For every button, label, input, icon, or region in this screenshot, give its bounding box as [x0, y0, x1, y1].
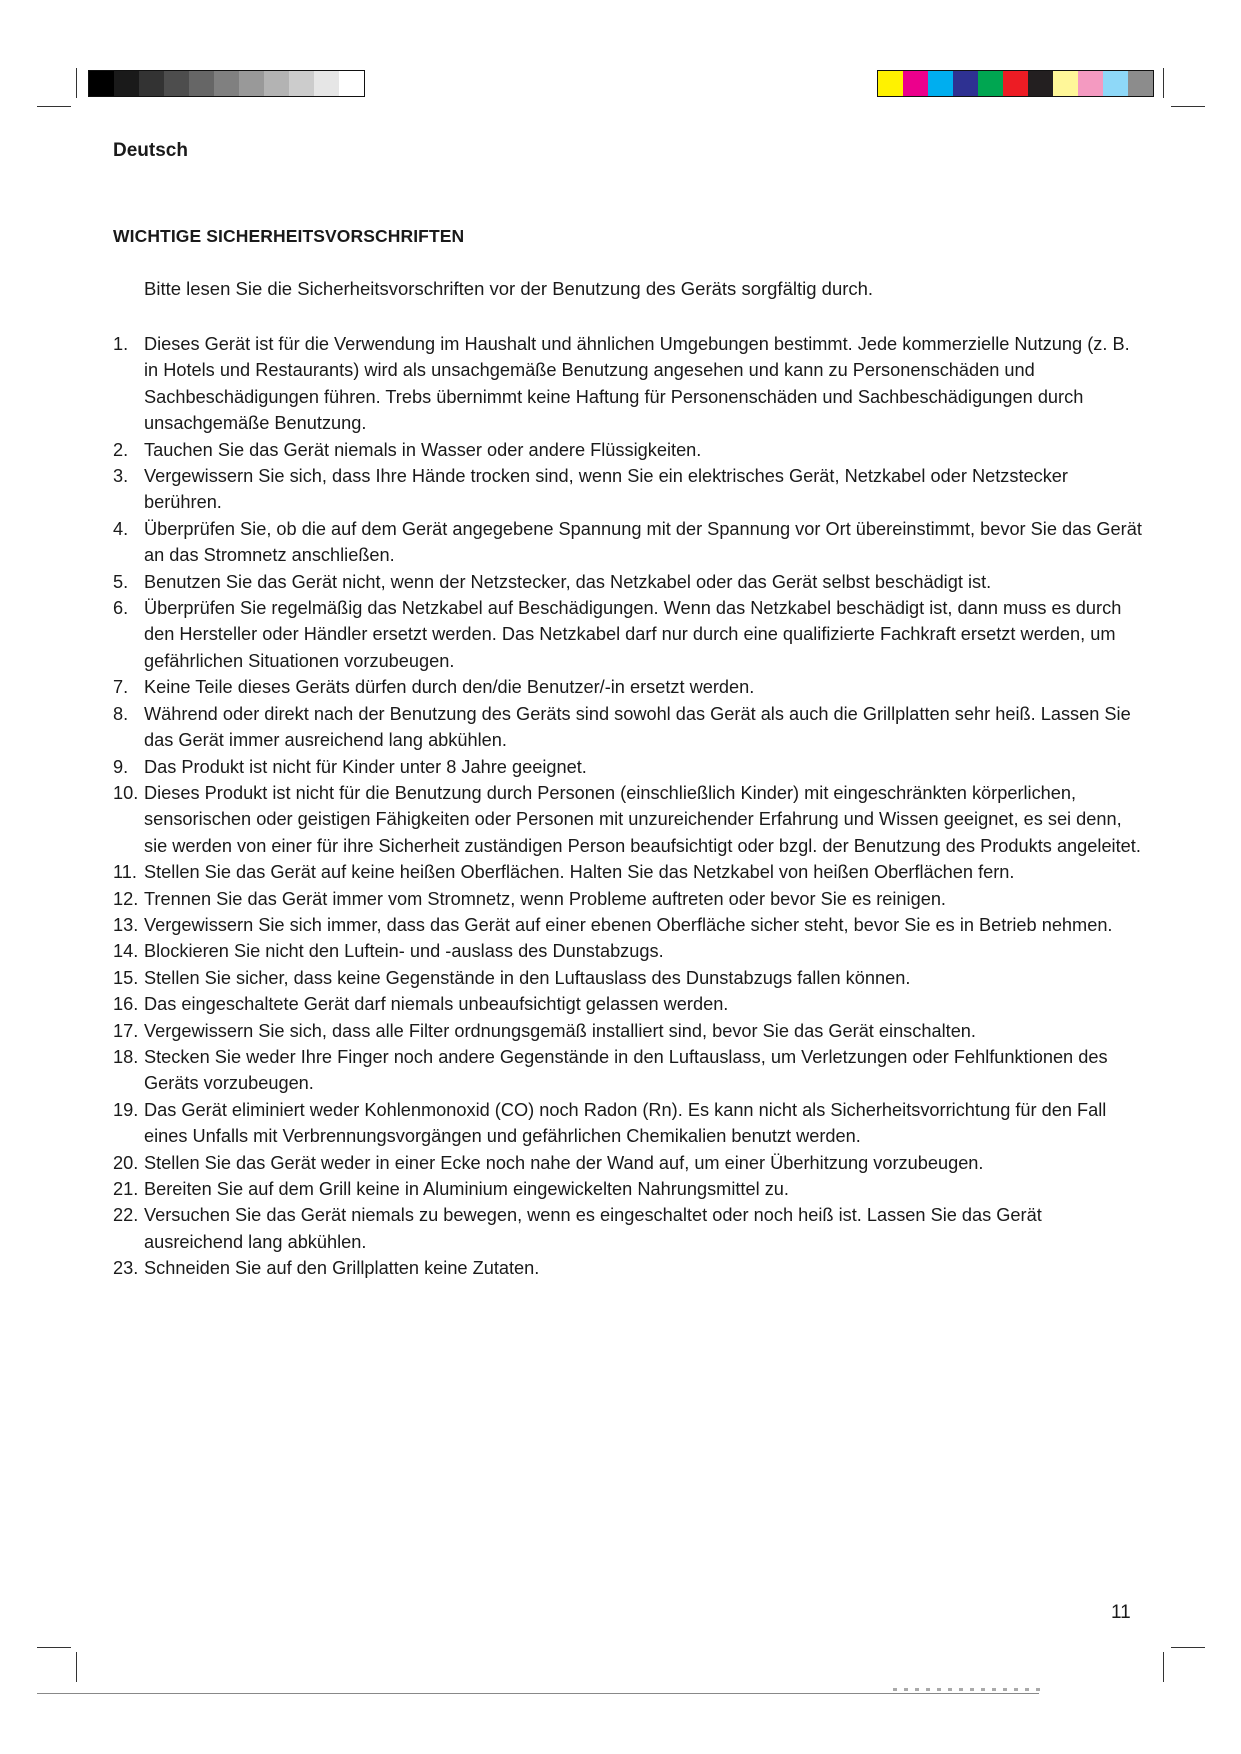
rule-text: Das Gerät eliminiert weder Kohlenmonoxid (CO) noch Radon (Rn). Es kann nicht als Sicherheitsvorrichtung für den Fall eines Unfalls mit Verbrennungsvorgängen und gefährlichen Chemikalien benutzt werden.: [144, 1099, 1107, 1147]
rule-text: Schneiden Sie auf den Grillplatten keine Zutaten.: [144, 1258, 540, 1279]
color-swatch: [189, 71, 214, 96]
rule-text: Bereiten Sie auf dem Grill keine in Aluminium eingewickelten Nahrungsmittel zu.: [144, 1179, 789, 1199]
color-swatch: [1053, 71, 1078, 96]
color-swatch: [1028, 71, 1053, 96]
rule-item: [113, 1018, 1143, 1044]
rule-text: Benutzen Sie das Gerät nicht, wenn der Netzstecker, das Netzkabel oder das Gerät selbst beschädigt ist.: [144, 571, 992, 592]
safety-rules-list: [113, 331, 1143, 1282]
rule-number: 6.: [113, 598, 129, 619]
rule-number: 16.: [113, 994, 139, 1015]
rule-text: Trennen Sie das Gerät immer vom Stromnetz, wenn Probleme auftreten oder bevor Sie es reinigen.: [144, 888, 946, 909]
rule-text: Überprüfen Sie regelmäßig das Netzkabel auf Beschädigungen. Wenn das Netzkabel beschädigt ist, dann muss es durch den Hersteller oder Händler ersetzt werden. Das Netzkabel darf nur durch eine qualifizierte Fachkraft ersetzt werden, um gefährlichen Situationen vorzubeugen.: [144, 598, 1122, 671]
rule-text: Vergewissern Sie sich, dass Ihre Hände trocken sind, wenn Sie ein elektrisches Gerät, Netzkabel oder Netzstecker berühren.: [144, 466, 1068, 513]
color-swatch: [903, 71, 928, 96]
rule-number: 3.: [113, 466, 129, 487]
color-swatch: [878, 71, 903, 96]
color-swatch: [928, 71, 953, 96]
rule-item: [113, 912, 1143, 938]
rule-item: [113, 1150, 1143, 1176]
color-swatch: [1078, 71, 1103, 96]
rule-item: [113, 886, 1143, 912]
crop-mark: [76, 1652, 77, 1682]
color-swatch: [339, 71, 364, 96]
color-swatch: [1103, 71, 1128, 96]
rule-item: [113, 754, 1143, 780]
rule-text: Dieses Gerät ist für die Verwendung im Haushalt und ähnlichen Umgebungen bestimmt. Jede kommerzielle Nutzung (z. B. in Hotels und Restaurants) wird als unsachgemäße Benutzung angesehen und kann zu Personenschäden und Sachbeschädigungen führen. Trebs übernimmt keine Haftung für Personenschäden und Sachbeschädigungen durch unsachgemäße Benutzung.: [144, 334, 1130, 434]
rule-number: 10.: [113, 782, 139, 803]
rule-item: [113, 463, 1143, 516]
crop-mark: [1171, 1647, 1205, 1648]
crop-mark: [1171, 106, 1205, 107]
rule-item: [113, 1097, 1143, 1150]
rule-item: [113, 991, 1143, 1017]
color-swatch: [89, 71, 114, 96]
color-swatch: [114, 71, 139, 96]
rule-number: 2.: [113, 439, 129, 460]
crop-mark: [37, 106, 71, 107]
grayscale-calibration-bar: [88, 70, 365, 97]
rule-number: 1.: [113, 334, 129, 354]
color-swatch: [314, 71, 339, 96]
rule-number: 4.: [113, 518, 129, 539]
color-swatch: [239, 71, 264, 96]
rule-item: [113, 965, 1143, 991]
rule-number: 13.: [113, 914, 139, 935]
rule-text: Überprüfen Sie, ob die auf dem Gerät angegebene Spannung mit der Spannung vor Ort übereinstimmt, bevor Sie das Gerät an das Stromnetz anschließen.: [144, 518, 1142, 566]
rule-item: [113, 859, 1143, 885]
rule-number: 14.: [113, 941, 139, 962]
rule-item: [113, 595, 1143, 674]
crop-mark: [1163, 1652, 1164, 1682]
rule-text: Stellen Sie das Gerät auf keine heißen Oberflächen. Halten Sie das Netzkabel von heißen Oberflächen fern.: [144, 862, 1015, 883]
color-swatch: [164, 71, 189, 96]
rule-item: [113, 1255, 1143, 1281]
footer-dots: [893, 1688, 1043, 1691]
language-heading: Deutsch: [113, 140, 188, 161]
rule-item: [113, 780, 1143, 859]
rule-item: [113, 938, 1143, 964]
rule-number: 20.: [113, 1152, 139, 1173]
rule-text: Vergewissern Sie sich immer, dass das Gerät auf einer ebenen Oberfläche sicher steht, bevor Sie es in Betrieb nehmen.: [144, 914, 1113, 935]
rule-number: 19.: [113, 1099, 139, 1120]
rule-number: 7.: [113, 677, 129, 698]
rule-text: Dieses Produkt ist nicht für die Benutzung durch Personen (einschließlich Kinder) mit eingeschränkten körperlichen, sensorischen oder geistigen Fähigkeiten oder Personen mit unzureichender Erfahrung und Wissen geeignet, es sei denn, sie werden von einer für ihre Sicherheit zuständigen Person beaufsichtigt oder bzgl. der Benutzung des Produkts angeleitet.: [144, 782, 1141, 856]
rule-text: Das eingeschaltete Gerät darf niemals unbeaufsichtigt gelassen werden.: [144, 994, 729, 1015]
rule-item: [113, 331, 1143, 437]
color-swatch: [1128, 71, 1153, 96]
color-swatch: [953, 71, 978, 96]
rule-item: [113, 516, 1143, 569]
crop-mark: [37, 1647, 71, 1648]
rule-text: Stellen Sie sicher, dass keine Gegenstände in den Luftauslass des Dunstabzugs fallen können.: [144, 967, 911, 988]
rule-number: 8.: [113, 703, 129, 724]
page-number: 11: [1111, 1602, 1131, 1623]
crop-mark: [1163, 68, 1164, 98]
rule-number: 18.: [113, 1046, 139, 1067]
rule-item: [113, 1176, 1143, 1202]
rule-text: Stellen Sie das Gerät weder in einer Ecke noch nahe der Wand auf, um einer Überhitzung vorzubeugen.: [144, 1152, 984, 1173]
color-swatch: [978, 71, 1003, 96]
rule-number: 17.: [113, 1020, 139, 1041]
rule-text: Vergewissern Sie sich, dass alle Filter ordnungsgemäß installiert sind, bevor Sie das Gerät einschalten.: [144, 1020, 976, 1041]
rule-number: 11.: [113, 862, 137, 883]
rule-item: [113, 701, 1143, 754]
color-swatch: [139, 71, 164, 96]
rule-text: Blockieren Sie nicht den Luftein- und -auslass des Dunstabzugs.: [144, 941, 664, 962]
rule-item: [113, 674, 1143, 700]
footer-rule: [37, 1693, 1039, 1694]
rule-text: Das Produkt ist nicht für Kinder unter 8 Jahre geeignet.: [144, 756, 587, 777]
rule-text: Stecken Sie weder Ihre Finger noch andere Gegenstände in den Luftauslass, um Verletzungen oder Fehlfunktionen des Geräts vorzubeugen.: [144, 1046, 1108, 1094]
color-calibration-bar: [877, 70, 1154, 97]
rule-number: 9.: [113, 756, 129, 777]
rule-item: [113, 1044, 1143, 1097]
rule-text: Versuchen Sie das Gerät niemals zu bewegen, wenn es eingeschaltet oder noch heiß ist. Lassen Sie das Gerät ausreichend lang abkühlen.: [144, 1205, 1042, 1252]
rule-text: Während oder direkt nach der Benutzung des Geräts sind sowohl das Gerät als auch die Grillplatten sehr heiß. Lassen Sie das Gerät immer ausreichend lang abkühlen.: [144, 703, 1131, 751]
intro-text: Bitte lesen Sie die Sicherheitsvorschriften vor der Benutzung des Geräts sorgfältig durch.: [144, 278, 874, 299]
rule-number: 21.: [113, 1179, 139, 1199]
rule-number: 5.: [113, 571, 129, 592]
rule-number: 15.: [113, 967, 139, 988]
rule-item: [113, 437, 1143, 463]
color-swatch: [264, 71, 289, 96]
rule-text: Keine Teile dieses Geräts dürfen durch den/die Benutzer/-in ersetzt werden.: [144, 677, 755, 698]
crop-mark: [76, 68, 77, 98]
rule-item: [113, 569, 1143, 595]
section-title: WICHTIGE SICHERHEITSVORSCHRIFTEN: [113, 226, 465, 246]
rule-text: Tauchen Sie das Gerät niemals in Wasser oder andere Flüssigkeiten.: [144, 439, 702, 460]
color-swatch: [1003, 71, 1028, 96]
color-swatch: [289, 71, 314, 96]
rule-number: 23.: [113, 1258, 139, 1279]
color-swatch: [214, 71, 239, 96]
rule-item: [113, 1202, 1143, 1255]
rule-number: 12.: [113, 888, 139, 909]
rule-number: 22.: [113, 1205, 139, 1226]
